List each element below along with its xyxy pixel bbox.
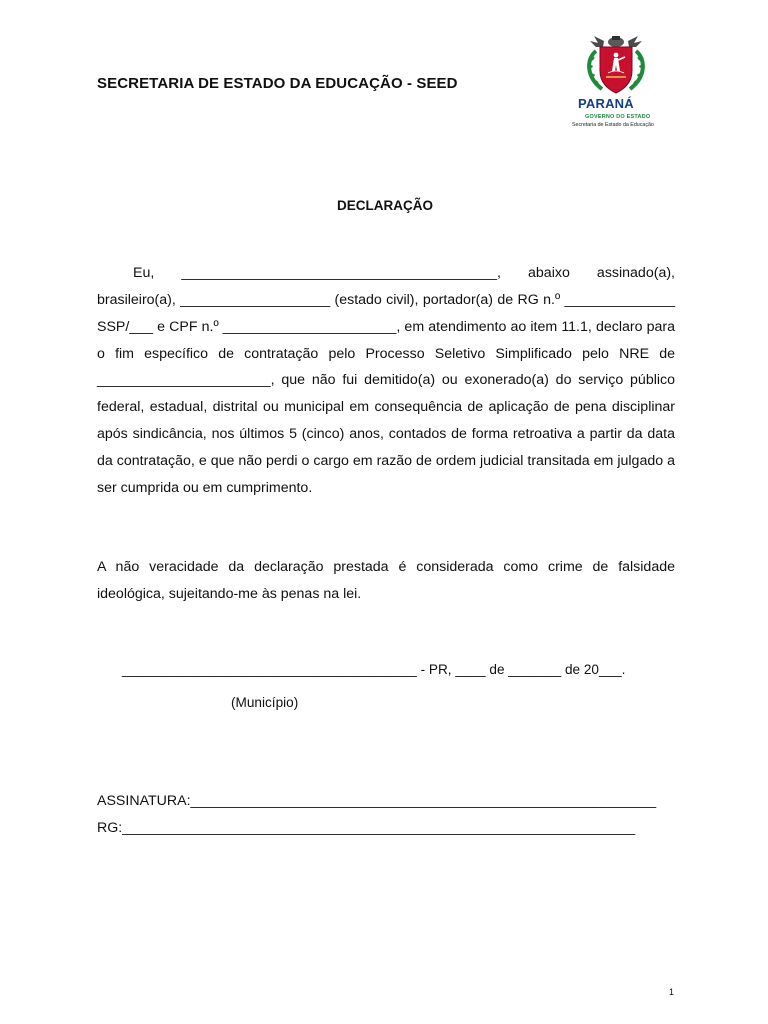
place-date-line: _______________________________________ - PR, ____ de _______ de 20___. [122,662,626,677]
document-title: DECLARAÇÃO [337,198,433,213]
logo-subtitle-text: GOVERNO DO ESTADO [585,114,651,120]
falsity-warning-paragraph: A não veracidade da declaração prestada é considerada como crime de falsidade ideológica, sujeitando-me às penas na lei. [97,559,675,602]
page-header-title: SECRETARIA DE ESTADO DA EDUCAÇÃO - SEED [97,75,458,92]
logo-department-text: Secretaria de Estado da Educação [572,122,654,128]
declaration-paragraph: Eu, ________________________________________, abaixo assinado(a), brasileiro(a), ___________________ (estado civil), portador(a) de RG n.º ______________ SSP/___ e CPF n.º ______________________, em atendimento ao item 11.1, declaro para o fim específico de contratação pelo Processo Seletivo Simplificado pelo NRE de ______________________, que não fui demitido(a) ou exonerado(a) do serviço público federal, estadual, distrital ou municipal em consequência de aplicação de pena disciplinar após sindicância, nos últimos 5 (cinco) anos, contados de forma retroativa a partir da data da contratação, e que não perdi o cargo em razão de ordem judicial transitada em julgado a ser cumprida ou em cumprimento. [97,265,675,496]
rg-line: RG:_________________________________________________________________ [97,820,636,836]
coat-of-arms-icon [570,33,662,97]
logo-brand-text: PARANÁ [578,96,634,111]
page-number: 1 [669,987,675,997]
parana-logo [570,33,662,133]
signature-line: ASSINATURA:___________________________________________________________ [97,793,657,809]
municipality-label: (Município) [231,695,299,710]
